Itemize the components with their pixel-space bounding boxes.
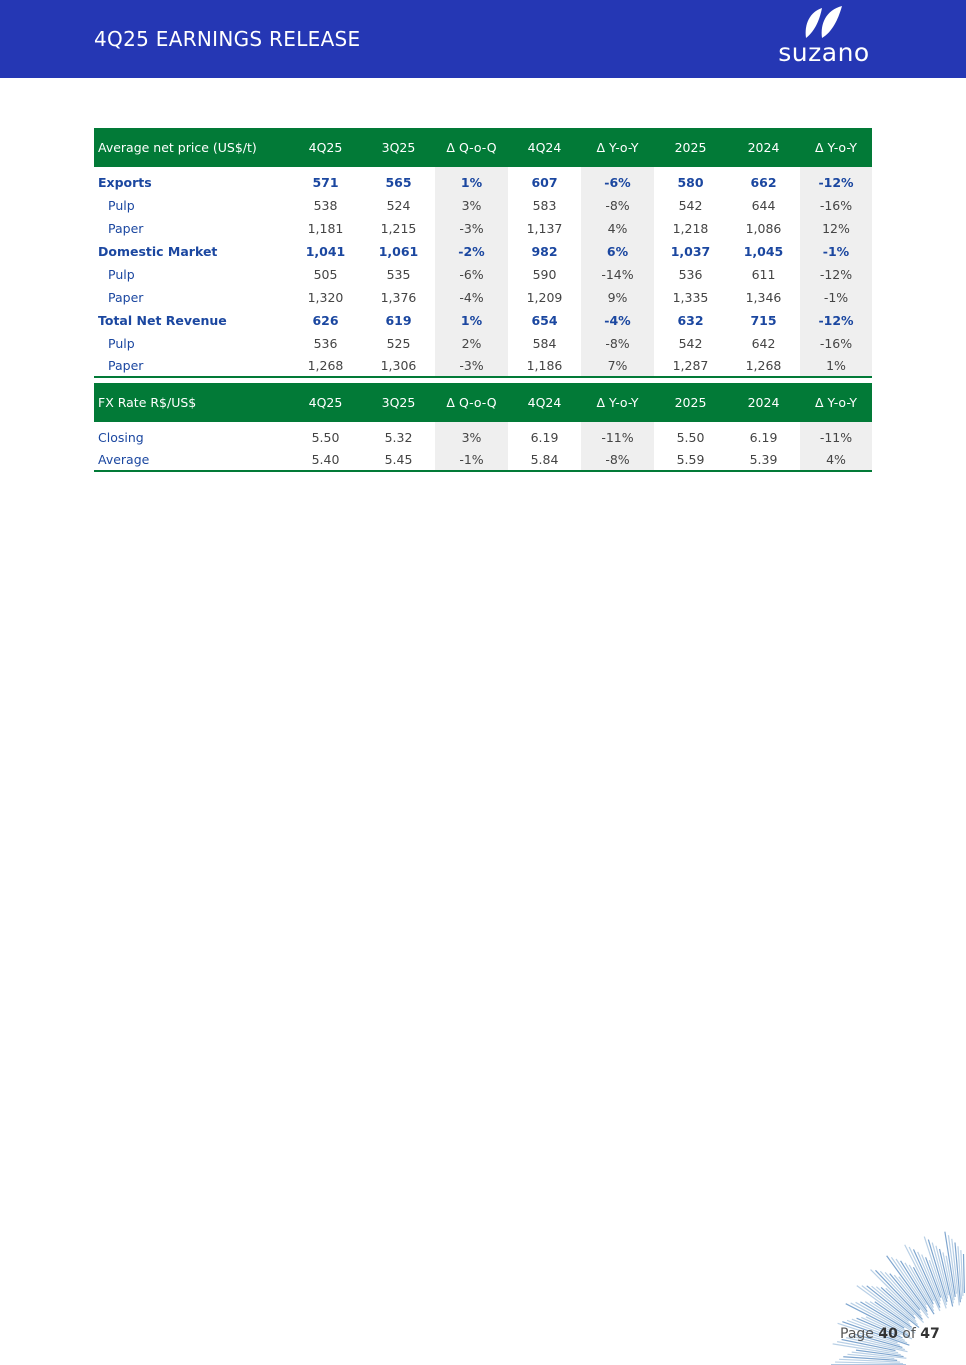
row-label: Total Net Revenue bbox=[98, 313, 227, 328]
column-header: 4Q25 bbox=[289, 128, 362, 167]
table-cell: 626 bbox=[312, 313, 339, 328]
table-cell: -14% bbox=[581, 263, 654, 286]
current-page: 40 bbox=[878, 1326, 898, 1342]
table-cell: -12% bbox=[800, 263, 872, 286]
page-number bbox=[820, 1326, 950, 1342]
row-label: Paper bbox=[108, 290, 144, 305]
row-label: Average bbox=[94, 449, 289, 471]
table-cell: 7% bbox=[581, 355, 654, 377]
table-cell: 619 bbox=[385, 313, 412, 328]
column-header: 2025 bbox=[654, 128, 727, 167]
table-cell: 6.19 bbox=[530, 429, 559, 445]
column-header: Δ Q-o-Q bbox=[435, 128, 508, 167]
table-cell: 1,037 bbox=[670, 244, 711, 259]
table-cell: 1,045 bbox=[743, 244, 784, 259]
table-cell: 12% bbox=[800, 217, 872, 240]
table-cell: 1,346 bbox=[745, 290, 782, 305]
table-cell: 1% bbox=[435, 309, 508, 332]
table-cell: -6% bbox=[581, 167, 654, 194]
table-cell: 9% bbox=[581, 286, 654, 309]
table-cell: 5.45 bbox=[362, 449, 435, 471]
page-prefix: Page bbox=[840, 1326, 874, 1342]
table-cell: 715 bbox=[750, 313, 777, 328]
row-label: Pulp bbox=[108, 267, 135, 282]
column-header: 3Q25 bbox=[362, 383, 435, 422]
table-row bbox=[94, 167, 872, 194]
table-cell: 4% bbox=[581, 217, 654, 240]
table-cell: -16% bbox=[800, 194, 872, 217]
table-cell: 5.50 bbox=[676, 429, 705, 445]
table-row bbox=[94, 286, 872, 309]
row-label: Paper bbox=[108, 221, 144, 236]
table-cell: 1% bbox=[800, 355, 872, 377]
report-title: 4Q25 EARNINGS RELEASE bbox=[94, 27, 361, 51]
page-header bbox=[0, 0, 966, 78]
table-cell: 654 bbox=[531, 313, 558, 328]
table-cell: 1,041 bbox=[305, 244, 346, 259]
table-cell: 1,215 bbox=[380, 221, 417, 236]
table-cell: -11% bbox=[800, 422, 872, 449]
row-label: Domestic Market bbox=[98, 244, 218, 259]
table-cell: -3% bbox=[435, 355, 508, 377]
logo-wordmark: suzano bbox=[778, 38, 870, 67]
table-row bbox=[94, 194, 872, 217]
table-cell: -4% bbox=[581, 309, 654, 332]
table-cell: -8% bbox=[581, 449, 654, 471]
table-cell: -8% bbox=[581, 332, 654, 355]
table-cell: 1,209 bbox=[526, 290, 563, 305]
column-header: 4Q25 bbox=[289, 383, 362, 422]
table-row bbox=[94, 263, 872, 286]
table-cell: 538 bbox=[313, 198, 338, 213]
column-header: 4Q24 bbox=[508, 383, 581, 422]
table-title-header: Average net price (US$/t) bbox=[94, 128, 289, 167]
table-cell: 5.50 bbox=[311, 429, 340, 445]
table-cell: 4% bbox=[800, 449, 872, 471]
table-row bbox=[94, 449, 872, 471]
column-header: Δ Y-o-Y bbox=[800, 128, 872, 167]
table-header-row bbox=[94, 128, 872, 167]
table-cell: 2% bbox=[435, 332, 508, 355]
table-cell: 1,268 bbox=[289, 355, 362, 377]
table-row bbox=[94, 355, 872, 377]
table-cell: -1% bbox=[435, 449, 508, 471]
row-label: Exports bbox=[98, 174, 152, 190]
average-net-price-table bbox=[94, 128, 872, 378]
table-cell: 542 bbox=[678, 198, 703, 213]
page-of: of bbox=[902, 1326, 916, 1342]
total-pages: 47 bbox=[920, 1326, 940, 1342]
table-row bbox=[94, 217, 872, 240]
table-cell: 580 bbox=[677, 174, 704, 190]
table-cell: -16% bbox=[800, 332, 872, 355]
table-cell: -11% bbox=[581, 422, 654, 449]
table-cell: 1,335 bbox=[672, 290, 709, 305]
table-cell: 536 bbox=[313, 336, 338, 351]
table-cell: 611 bbox=[751, 267, 776, 282]
table-cell: 1,287 bbox=[654, 355, 727, 377]
table-cell: 1,061 bbox=[378, 244, 419, 259]
table-row bbox=[94, 332, 872, 355]
table-cell: 5.59 bbox=[654, 449, 727, 471]
column-header: Δ Q-o-Q bbox=[435, 383, 508, 422]
table-cell: 571 bbox=[312, 174, 339, 190]
table-cell: 583 bbox=[532, 198, 557, 213]
table-cell: 5.84 bbox=[508, 449, 581, 471]
table-cell: 1,376 bbox=[380, 290, 417, 305]
suzano-logo bbox=[772, 4, 876, 66]
column-header: 2024 bbox=[727, 383, 800, 422]
table-cell: 525 bbox=[386, 336, 411, 351]
row-label: Pulp bbox=[108, 198, 135, 213]
table-cell: 3% bbox=[435, 422, 508, 449]
table-cell: 535 bbox=[386, 267, 411, 282]
table-cell: 1,218 bbox=[672, 221, 709, 236]
column-header: 4Q24 bbox=[508, 128, 581, 167]
table-cell: 565 bbox=[385, 174, 412, 190]
table-cell: 5.32 bbox=[384, 429, 413, 445]
table-cell: 6% bbox=[581, 240, 654, 263]
column-header: 3Q25 bbox=[362, 128, 435, 167]
table-cell: 642 bbox=[751, 336, 776, 351]
table-title-header: FX Rate R$/US$ bbox=[94, 383, 289, 422]
table-cell: 1% bbox=[435, 167, 508, 194]
table-cell: -1% bbox=[800, 286, 872, 309]
column-header: 2024 bbox=[727, 128, 800, 167]
table-cell: 632 bbox=[677, 313, 704, 328]
table-cell: 542 bbox=[678, 336, 703, 351]
table-cell: 644 bbox=[751, 198, 776, 213]
leaf-icon bbox=[802, 4, 844, 40]
table-cell: -8% bbox=[581, 194, 654, 217]
table-cell: -1% bbox=[800, 240, 872, 263]
table-cell: 536 bbox=[678, 267, 703, 282]
table-cell: -2% bbox=[435, 240, 508, 263]
table-cell: 505 bbox=[313, 267, 338, 282]
column-header: Δ Y-o-Y bbox=[581, 128, 654, 167]
table-cell: 5.39 bbox=[727, 449, 800, 471]
table-cell: 607 bbox=[531, 174, 558, 190]
table-cell: 524 bbox=[386, 198, 411, 213]
table-cell: 662 bbox=[750, 174, 777, 190]
table-cell: 1,086 bbox=[745, 221, 782, 236]
column-header: 2025 bbox=[654, 383, 727, 422]
table-cell: -3% bbox=[435, 217, 508, 240]
table-cell: 1,268 bbox=[727, 355, 800, 377]
table-cell: 584 bbox=[532, 336, 557, 351]
table-cell: -4% bbox=[435, 286, 508, 309]
table-cell: 982 bbox=[531, 244, 558, 259]
table-cell: 1,320 bbox=[307, 290, 344, 305]
table-cell: 3% bbox=[435, 194, 508, 217]
column-header: Δ Y-o-Y bbox=[800, 383, 872, 422]
table-row bbox=[94, 240, 872, 263]
column-header: Δ Y-o-Y bbox=[581, 383, 654, 422]
table-row bbox=[94, 309, 872, 332]
row-label: Pulp bbox=[108, 336, 135, 351]
swirl-ray bbox=[964, 1254, 965, 1293]
row-label: Paper bbox=[94, 355, 289, 377]
table-cell: 590 bbox=[532, 267, 557, 282]
row-label: Closing bbox=[98, 429, 144, 445]
table-cell: -12% bbox=[800, 309, 872, 332]
table-cell: 1,306 bbox=[362, 355, 435, 377]
table-cell: 1,186 bbox=[508, 355, 581, 377]
table-cell: -6% bbox=[435, 263, 508, 286]
table-cell: 6.19 bbox=[749, 429, 778, 445]
table-cell: 5.40 bbox=[289, 449, 362, 471]
table-header-row bbox=[94, 383, 872, 422]
fx-rate-table bbox=[94, 383, 872, 472]
table-row bbox=[94, 422, 872, 449]
table-cell: -12% bbox=[800, 167, 872, 194]
decorative-swirl bbox=[770, 1225, 966, 1365]
table-cell: 1,181 bbox=[307, 221, 344, 236]
table-cell: 1,137 bbox=[526, 221, 563, 236]
